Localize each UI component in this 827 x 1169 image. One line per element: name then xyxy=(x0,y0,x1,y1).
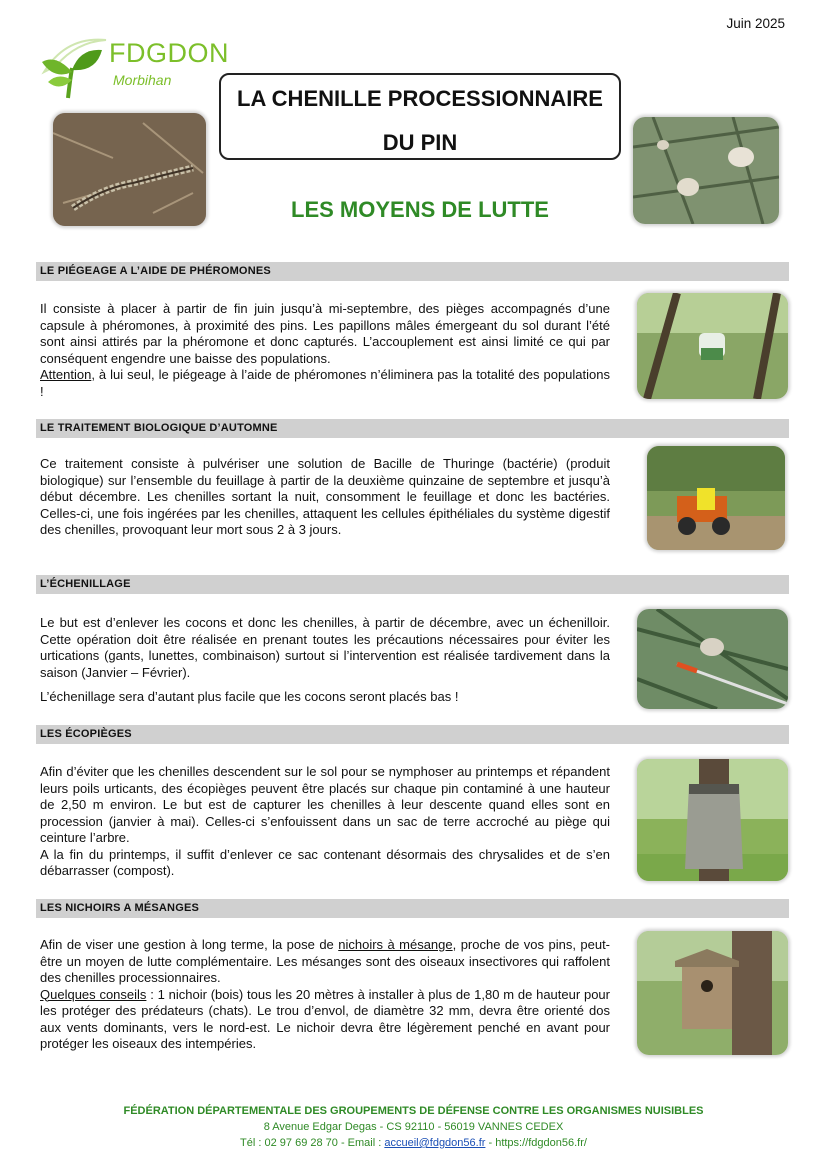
section-heading-pheromones: LE PIÉGEAGE A L’AIDE DE PHÉROMONES xyxy=(36,262,789,281)
paragraph: A la fin du printemps, il suffit d’enlever ce sac contenant désormais des chrysalides et de s’en débarrasser (compost). xyxy=(40,846,610,878)
paragraph: Ce traitement consiste à pulvériser une solution de Bacille de Thuringe (bactérie) (produit biologique) sur l’ensemble du feuillage à partir de la deuxième quinzaine de septembre et jusqu’à début décembre. Les chenilles sortant la nuit, consomment le feuillage et donc les bactéries. Celles-ci, une fois ingérées par les chenilles, attaquent les cellules épithéliales du système digestif des chenilles, provoquant leur mort sous 2 à 3 jours. xyxy=(40,456,610,537)
section-text-pheromones xyxy=(40,301,610,400)
paragraph: Le but est d’enlever les cocons et donc les chenilles, à partir de décembre, avec un échenilloir. Cette opération doit être réalisée en prenant toutes les précautions nécessaires pour éviter les urtications (gants, lunettes, combinaison) surtout si l’intervention est réalisée tardivement dans la saison (Janvier – Février). xyxy=(40,615,610,680)
footer-email-link[interactable]: accueil@fdgdon56.fr xyxy=(384,1137,486,1149)
pine-nest-photo xyxy=(633,117,779,224)
paragraph xyxy=(40,987,610,1053)
footer-contact xyxy=(0,1135,827,1151)
fdgdon-logo xyxy=(36,32,228,104)
attention-note xyxy=(40,367,610,400)
advice-label: Quelques conseils xyxy=(40,986,147,1002)
pheromone-trap-photo xyxy=(637,293,788,399)
section-text-nichoirs xyxy=(40,937,610,1053)
title-line-2: DU PIN xyxy=(382,130,458,155)
logo-name: FDGDON xyxy=(109,38,229,68)
footer-address: 8 Avenue Edgar Degas - CS 92110 - 56019 VANNES CEDEX xyxy=(263,1121,564,1133)
logo-subtitle: Morbihan xyxy=(113,72,172,88)
title-line-1: LA CHENILLE PROCESSIONNAIRE xyxy=(237,86,603,111)
footer xyxy=(0,1103,827,1151)
attention-label: Attention xyxy=(40,367,92,382)
nichoirs-link-text: nichoirs à mésange xyxy=(338,937,453,952)
section-heading-nichoirs: LES NICHOIRS A MÉSANGES xyxy=(36,899,789,918)
birdhouse-photo xyxy=(637,931,788,1055)
leaf-logo-icon xyxy=(36,32,116,104)
section-text-ecopieges xyxy=(40,764,610,880)
footer-tel: Tél : 02 97 69 28 70 - Email : xyxy=(240,1137,385,1149)
section-heading-echenillage: L’ÉCHENILLAGE xyxy=(36,575,789,594)
pruning-pole-photo xyxy=(637,609,788,709)
paragraph: Il consiste à placer à partir de fin juin jusqu’à mi-septembre, des pièges accompagnés d’une capsule à phéromones, à proximité des pins. Les papillons mâles émergeant du sol durant l’été sont ainsi attirés par la phéromone et donc capturés. L’accouplement est ainsi limité ce qui par conséquent engendre une baisse des populations. xyxy=(40,301,610,366)
paragraph xyxy=(40,937,610,987)
title-box xyxy=(219,73,621,160)
section-text-biological xyxy=(40,456,610,539)
text-segment: , proche de vos pins, peut-être un moyen de lutte complémentaire. Les mésanges sont des oiseaux insectivores qui raffolent des chenilles processionnaires. xyxy=(40,937,611,985)
sprayer-tractor-photo xyxy=(647,446,785,550)
section-text-echenillage xyxy=(40,615,610,706)
section-heading-biological: LE TRAITEMENT BIOLOGIQUE D’AUTOMNE xyxy=(36,419,789,438)
ecopiege-photo xyxy=(637,759,788,881)
paragraph: Afin d’éviter que les chenilles descendent sur le sol pour se nymphoser au printemps et répandent leurs poils urticants, des écopièges peuvent être placés sur chaque pin contaminé à une hauteur de 2,50 m environ. Le but est de capturer les chenilles à leur descente quand elles sont en procession (janvier à mai). Celles-ci s’enfouissent dans un sac de terre accroché au piège qui ceinture l’arbre. xyxy=(40,764,610,845)
section-heading-ecopieges: LES ÉCOPIÈGES xyxy=(36,725,789,744)
document-date: Juin 2025 xyxy=(726,16,785,31)
footer-organization: FÉDÉRATION DÉPARTEMENTALE DES GROUPEMENTS DE DÉFENSE CONTRE LES ORGANISMES NUISIBLES xyxy=(123,1105,704,1117)
attention-text: , à lui seul, le piégeage à l’aide de phéromones n’éliminera pas la totalité des populations ! xyxy=(40,367,610,399)
page-subtitle: LES MOYENS DE LUTTE xyxy=(291,197,549,222)
paragraph: L’échenillage sera d’autant plus facile que les cocons seront placés bas ! xyxy=(40,689,459,704)
caterpillar-procession-photo xyxy=(53,113,206,226)
text-segment: Afin de viser une gestion à long terme, la pose de xyxy=(40,937,339,952)
footer-website[interactable]: - https://fdgdon56.fr/ xyxy=(485,1137,587,1149)
advice-text: : 1 nichoir (bois) tous les 20 mètres à installer à plus de 1,80 m de hauteur pour les protéger des prédateurs (chats). Le trou d’envol, de diamètre 32 mm, devra être orienté dos aux vents dominants, vers le nord-est. Le nichoir devra être légèrement penché en avant pour protéger les oiseaux des intempéries. xyxy=(40,986,610,1051)
